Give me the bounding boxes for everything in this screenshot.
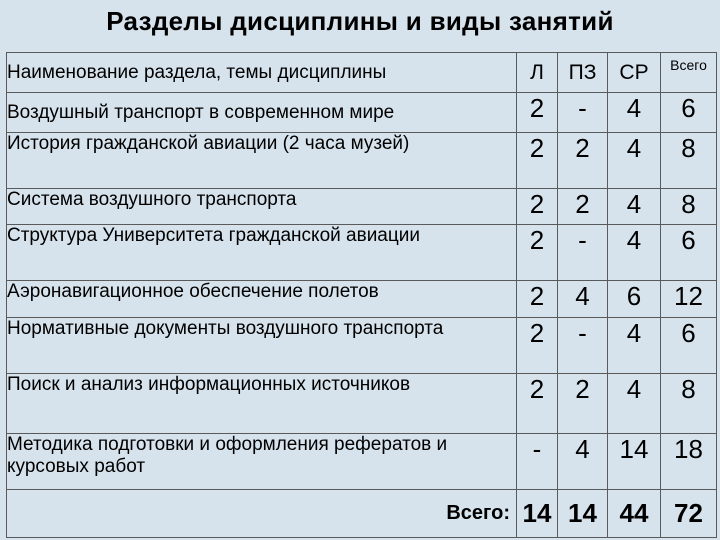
row-l: 2 <box>517 133 558 189</box>
row-total: 8 <box>661 373 717 433</box>
totals-sr: 44 <box>608 489 661 537</box>
row-sr: 6 <box>608 281 661 317</box>
totals-row <box>7 489 717 537</box>
row-sr: 4 <box>608 189 661 225</box>
table-row <box>7 433 717 489</box>
header-total: Всего <box>661 53 717 93</box>
row-total: 6 <box>661 93 717 133</box>
table-header-row <box>7 53 717 93</box>
row-pz: 2 <box>558 133 608 189</box>
row-name: Структура Университета гражданской авиации <box>7 225 517 281</box>
row-pz: 4 <box>558 281 608 317</box>
totals-l: 14 <box>517 489 558 537</box>
row-name: Поиск и анализ информационных источников <box>7 373 517 433</box>
row-name: Воздушный транспорт в современном мире <box>7 93 517 133</box>
row-pz: - <box>558 93 608 133</box>
row-total: 18 <box>661 433 717 489</box>
row-sr: 14 <box>608 433 661 489</box>
table-row <box>7 373 717 433</box>
table-row <box>7 225 717 281</box>
row-l: 2 <box>517 93 558 133</box>
row-l: 2 <box>517 225 558 281</box>
totals-label: Всего: <box>7 489 517 537</box>
row-sr: 4 <box>608 317 661 373</box>
disciplines-table <box>6 52 717 538</box>
row-name: Нормативные документы воздушного транспорта <box>7 317 517 373</box>
totals-total: 72 <box>661 489 717 537</box>
table-row <box>7 317 717 373</box>
header-pz: ПЗ <box>558 53 608 93</box>
table-row <box>7 281 717 317</box>
row-total: 8 <box>661 189 717 225</box>
row-sr: 4 <box>608 133 661 189</box>
row-total: 6 <box>661 225 717 281</box>
row-sr: 4 <box>608 225 661 281</box>
row-l: 2 <box>517 281 558 317</box>
row-pz: 2 <box>558 189 608 225</box>
table-row <box>7 133 717 189</box>
row-pz: 4 <box>558 433 608 489</box>
header-sr: СР <box>608 53 661 93</box>
row-name: Методика подготовки и оформления рефератов и курсовых работ <box>7 433 517 489</box>
row-l: - <box>517 433 558 489</box>
header-name: Наименование раздела, темы дисциплины <box>7 53 517 93</box>
table-row <box>7 93 717 133</box>
row-pz: - <box>558 225 608 281</box>
row-total: 6 <box>661 317 717 373</box>
row-l: 2 <box>517 317 558 373</box>
row-sr: 4 <box>608 373 661 433</box>
row-name: Система воздушного транспорта <box>7 189 517 225</box>
row-sr: 4 <box>608 93 661 133</box>
row-total: 12 <box>661 281 717 317</box>
row-total: 8 <box>661 133 717 189</box>
row-l: 2 <box>517 373 558 433</box>
header-l: Л <box>517 53 558 93</box>
table-row <box>7 189 717 225</box>
row-name: История гражданской авиации (2 часа музей) <box>7 133 517 189</box>
row-name: Аэронавигационное обеспечение полетов <box>7 281 517 317</box>
row-l: 2 <box>517 189 558 225</box>
totals-pz: 14 <box>558 489 608 537</box>
row-pz: - <box>558 317 608 373</box>
page-title: Разделы дисциплины и виды занятий <box>106 6 614 36</box>
row-pz: 2 <box>558 373 608 433</box>
